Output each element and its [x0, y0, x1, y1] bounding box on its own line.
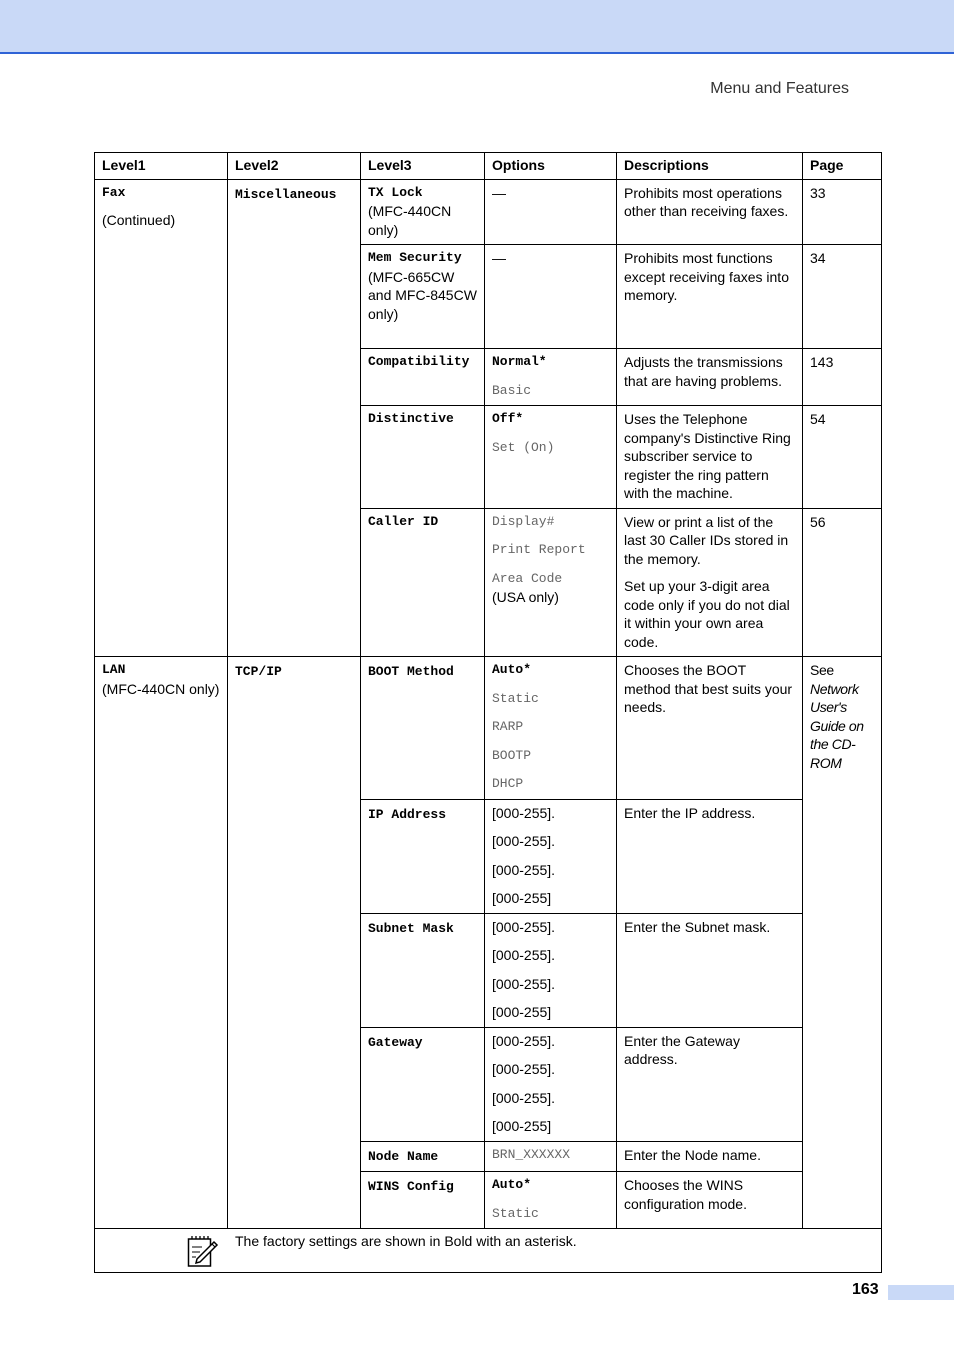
option-value: [000-255]. — [492, 1089, 556, 1106]
level3-label: Subnet Mask — [368, 920, 454, 936]
description-text: Enter the Subnet mask. — [624, 918, 771, 935]
option-value: BOOTP — [492, 747, 532, 763]
options-cell — [485, 913, 617, 1027]
description-cell — [617, 508, 803, 657]
table-header-row — [95, 153, 882, 180]
level3-label: Compatibility — [368, 354, 470, 369]
level2-label: TCP/IP — [235, 664, 282, 679]
option-value: [000-255] — [492, 890, 552, 906]
option-value: Set (On) — [492, 439, 555, 455]
options-cell — [485, 406, 617, 509]
level1-label: LAN — [102, 662, 126, 677]
level3-cell — [361, 406, 485, 509]
level3-label: Distinctive — [368, 411, 454, 426]
level3-label: TX Lock — [368, 184, 423, 200]
option-note: (USA only) — [492, 589, 559, 605]
column-header: Level1 — [95, 153, 228, 180]
level2-cell — [228, 179, 361, 657]
description-cell — [617, 245, 803, 349]
page-cell: 56 — [803, 508, 882, 657]
description-text: Enter the IP address. — [624, 804, 756, 821]
option-value: Basic — [492, 382, 532, 398]
description-text: Set up your 3-digit area code only if you do not dial it within your own area code. — [624, 578, 790, 650]
description-text: Chooses the WINS configuration mode. — [624, 1177, 747, 1212]
option-value: DHCP — [492, 776, 524, 791]
level3-label: Mem Security — [368, 250, 462, 265]
menu-table — [94, 152, 882, 1273]
description-text: Chooses the BOOT method that best suits your needs. — [624, 662, 793, 715]
option-value: Auto* — [492, 1177, 532, 1192]
description-cell — [617, 349, 803, 406]
page-reference-text: ROM — [810, 754, 842, 771]
page-number: 163 — [852, 1281, 879, 1298]
level3-note: (MFC-665CW and MFC-845CW only) — [368, 268, 477, 322]
top-banner — [0, 0, 954, 54]
options-cell — [485, 1141, 617, 1172]
level1-label: Fax — [102, 184, 126, 200]
option-value: — — [492, 184, 506, 201]
option-value: [000-255]. — [492, 918, 556, 935]
level3-label: WINS Config — [368, 1179, 454, 1194]
level3-cell — [361, 1172, 485, 1229]
level3-cell — [361, 508, 485, 657]
description-cell — [617, 179, 803, 245]
column-header: Page — [803, 153, 882, 180]
option-value: Auto* — [492, 662, 532, 677]
description-text: View or print a list of the last 30 Caller IDs stored in the memory. — [624, 513, 789, 567]
option-value: — — [492, 250, 506, 266]
page-reference-text: User's — [810, 699, 847, 715]
options-cell — [485, 245, 617, 349]
page-tab-marker — [888, 1285, 954, 1300]
column-header: Level3 — [361, 153, 485, 180]
page-cell: 54 — [803, 406, 882, 509]
description-cell — [617, 657, 803, 800]
column-header: Descriptions — [617, 153, 803, 180]
level2-label: Miscellaneous — [235, 186, 337, 202]
level1-cell — [95, 657, 228, 1229]
page-reference-text: Network — [810, 680, 859, 697]
option-value: [000-255]. — [492, 833, 556, 849]
option-value: RARP — [492, 719, 524, 734]
description-text: Uses the Telephone company's Distinctive Ring subscriber service to register the ring pattern with the machine. — [624, 411, 791, 501]
note-cell — [95, 1229, 882, 1273]
level3-note: (MFC-440CN only) — [368, 203, 452, 238]
options-cell — [485, 799, 617, 913]
option-value: Static — [492, 1205, 539, 1221]
note-pencil-icon — [187, 1235, 219, 1269]
option-value: Normal* — [492, 354, 547, 369]
options-cell — [485, 657, 617, 800]
option-value: [000-255]. — [492, 947, 556, 963]
option-value: Area Code — [492, 570, 563, 586]
options-cell — [485, 1172, 617, 1229]
page-reference-text: Guide on — [810, 717, 864, 734]
description-cell — [617, 913, 803, 1027]
level3-cell — [361, 657, 485, 800]
options-cell — [485, 349, 617, 406]
option-value: Display# — [492, 513, 555, 529]
level3-cell — [361, 1141, 485, 1172]
options-cell — [485, 508, 617, 657]
description-text: Enter the Node name. — [624, 1146, 761, 1163]
options-cell — [485, 1027, 617, 1141]
table-row — [95, 657, 882, 800]
table-row — [95, 179, 882, 245]
option-value: [000-255] — [492, 1118, 552, 1134]
level2-cell — [228, 657, 361, 1229]
level3-cell — [361, 799, 485, 913]
level3-label: Gateway — [368, 1034, 423, 1050]
level1-note: (MFC-440CN only) — [102, 680, 220, 697]
page-cell: 33 — [803, 179, 882, 245]
page-reference-cell — [803, 657, 882, 1229]
note-row — [95, 1229, 882, 1273]
options-cell — [485, 179, 617, 245]
option-value: [000-255] — [492, 1004, 552, 1020]
option-value: [000-255]. — [492, 1032, 556, 1049]
level1-cell — [95, 179, 228, 657]
option-value: [000-255]. — [492, 804, 556, 821]
level3-cell — [361, 349, 485, 406]
level3-cell — [361, 179, 485, 245]
page-header-title: Menu and Features — [710, 80, 849, 97]
page-reference-text: See — [810, 662, 834, 678]
option-value: [000-255]. — [492, 975, 556, 992]
description-text: Prohibits most operations other than receiving faxes. — [624, 184, 789, 219]
note-text: The factory settings are shown in Bold with an asterisk. — [235, 1233, 577, 1249]
page-cell: 34 — [803, 245, 882, 349]
column-header: Level2 — [228, 153, 361, 180]
description-text: Enter the Gateway address. — [624, 1032, 740, 1067]
option-value: Print Report — [492, 542, 586, 557]
level3-label: IP Address — [368, 806, 447, 822]
level3-cell — [361, 913, 485, 1027]
level3-cell — [361, 1027, 485, 1141]
level3-label: BOOT Method — [368, 664, 454, 679]
level3-label: Node Name — [368, 1148, 439, 1164]
level1-note: (Continued) — [102, 212, 176, 228]
description-cell — [617, 1172, 803, 1229]
option-value: Off* — [492, 411, 524, 426]
page-reference-text: the CD- — [810, 736, 856, 752]
description-cell — [617, 799, 803, 913]
description-cell — [617, 406, 803, 509]
option-value: BRN_XXXXXX — [492, 1146, 571, 1162]
column-header: Options — [485, 153, 617, 180]
level3-label: Caller ID — [368, 513, 439, 529]
option-value: Static — [492, 690, 539, 706]
option-value: [000-255]. — [492, 1061, 556, 1077]
level3-cell — [361, 245, 485, 349]
description-text: Adjusts the transmissions that are having problems. — [624, 354, 783, 389]
description-text: Prohibits most functions except receiving faxes into memory. — [624, 250, 789, 303]
option-value: [000-255]. — [492, 861, 556, 878]
page-cell: 143 — [803, 349, 882, 406]
description-cell — [617, 1027, 803, 1141]
description-cell — [617, 1141, 803, 1172]
